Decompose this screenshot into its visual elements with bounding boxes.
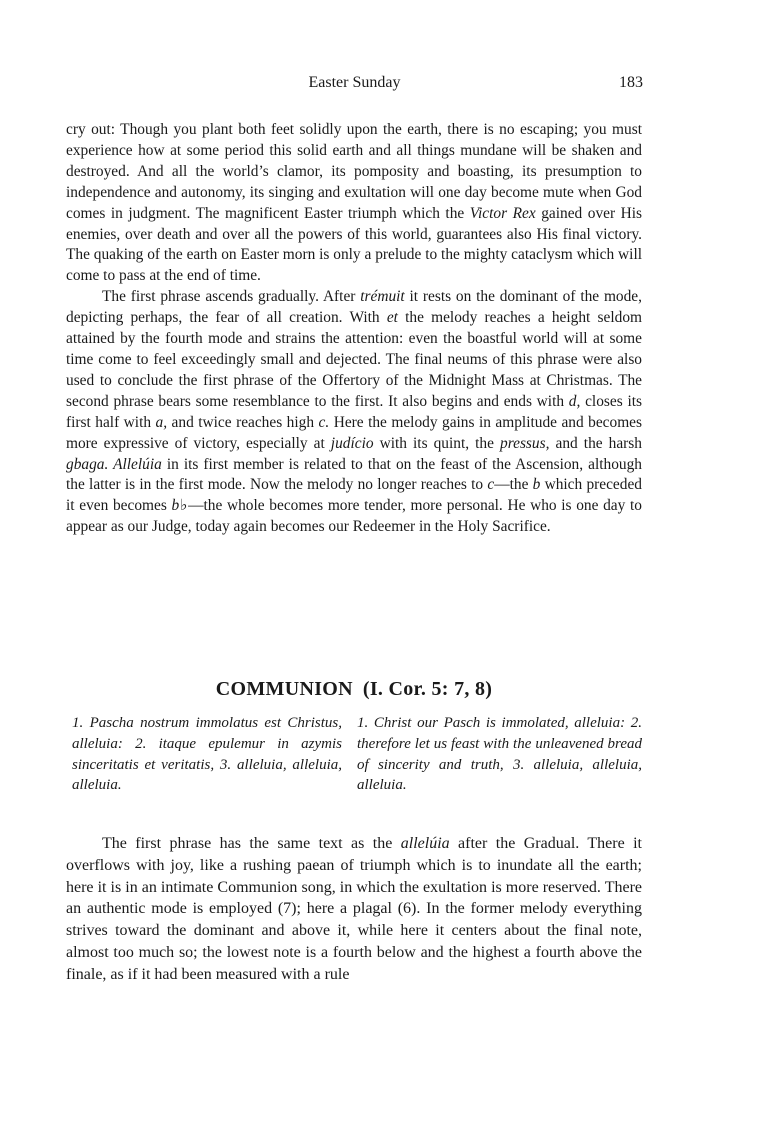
italic-run: trémuit <box>360 288 405 306</box>
italic-run: b <box>532 476 541 494</box>
text-run: which preceded it even becomes <box>66 476 642 515</box>
text-run: and twice reaches high <box>167 413 319 431</box>
text-run: the melody reaches a height seldom attained by the fourth mode and strains the attention: even the boastful world will at some time come to feel exceedingly small and dejected. The final neums of this phrase were also used to conclude the first phrase of the Offertory of the Midnight Mass at Christmas. The second phrase bears some resemblance to the first. It also begins and ends with <box>66 309 642 410</box>
italic-run: d, <box>568 392 581 410</box>
text-run: The first phrase ascends gradually. After <box>102 288 361 306</box>
italic-run: gbaga. Allelúia <box>66 455 162 473</box>
text-run: with its quint, the <box>373 434 500 452</box>
italic-run: b♭ <box>171 497 189 515</box>
text-run: cry out: Though you plant both feet solidly upon the earth, there is no escaping; you must experience how at some period this solid earth and all things mundane will be shaken and destroyed. And all the world’s clamor, its pomposity and boasting, its presumption to independence and autonomy, its singing and exultation will one day become mute when God comes in judgment. The magnificent Easter triumph which the <box>66 121 642 222</box>
english-text-column: 1. Christ our Pasch is immolated, alleluia: 2. therefore let us feast with the unleavened bread of sincerity and truth, 3. alleluia, alleluia, alleluia. <box>357 715 642 794</box>
text-run: —the whole becomes more tender, more personal. He who is one day to appear as our Judge, today again becomes our Redeemer in the Holy Sacrifice. <box>66 497 642 536</box>
text-run: closes its first half with <box>66 392 642 431</box>
italic-run: judício <box>330 434 374 452</box>
text-run: in its first member is related to that on the feast of the Ascension, although the latter is in the first mode. Now the melody no longer reaches to <box>66 455 642 494</box>
chapter-title: Easter Sunday <box>308 74 401 91</box>
italic-run: et <box>386 309 398 327</box>
body-text-bottom <box>66 833 642 986</box>
body-text-top <box>66 120 642 538</box>
text-run: it rests on the dominant of the mode, depicting perhaps, the fear of all creation. With <box>66 288 642 327</box>
italic-run: c. <box>318 413 330 431</box>
italic-run: pressus, <box>500 434 550 452</box>
text-run: —the <box>494 476 533 494</box>
text-run: after the Gradual. There it overflows with joy, like a rushing paean of triumph which is to inundate all the earth; here it is in an intimate Communion song, in which the exultation is more reserved. There an authentic mode is employed (7); here a plagal (6). In the former melody everything strives toward the dominant and above it, while here it centers about the final note, almost too much so; the lowest note is a fourth below and the highest a fourth above the finale, as if it had been measured with a rule <box>66 835 642 983</box>
paragraph <box>66 287 642 538</box>
paragraph <box>66 833 642 986</box>
italic-run: Victor Rex <box>469 204 536 222</box>
text-run: The first phrase has the same text as the <box>102 835 401 852</box>
italic-run: allelúia <box>400 835 450 852</box>
section-title: COMMUNION <box>215 678 353 700</box>
section-heading <box>66 678 642 701</box>
latin-text-column: 1. Pascha nostrum immolatus est Christus, alleluia: 2. itaque epulemur in azymis sinceritatis et veritatis, 3. alleluia, alleluia, alleluia. <box>72 715 342 794</box>
text-run: and the harsh <box>549 434 642 452</box>
running-header <box>66 74 643 98</box>
text-run: Here the melody gains in amplitude and becomes more expressive of victory, especially at <box>66 413 642 452</box>
page-number: 183 <box>619 74 643 91</box>
italic-run: a, <box>155 413 168 431</box>
paragraph <box>66 120 642 287</box>
italic-run: c <box>487 476 495 494</box>
text-run: gained over His enemies, over death and over all the powers of this world, guarantees also His final victory. The quaking of the earth on Easter morn is only a prelude to the mighty cataclysm which will come to pass at the end of time. <box>66 204 642 285</box>
scripture-reference: (I. Cor. 5: 7, 8) <box>362 678 493 700</box>
